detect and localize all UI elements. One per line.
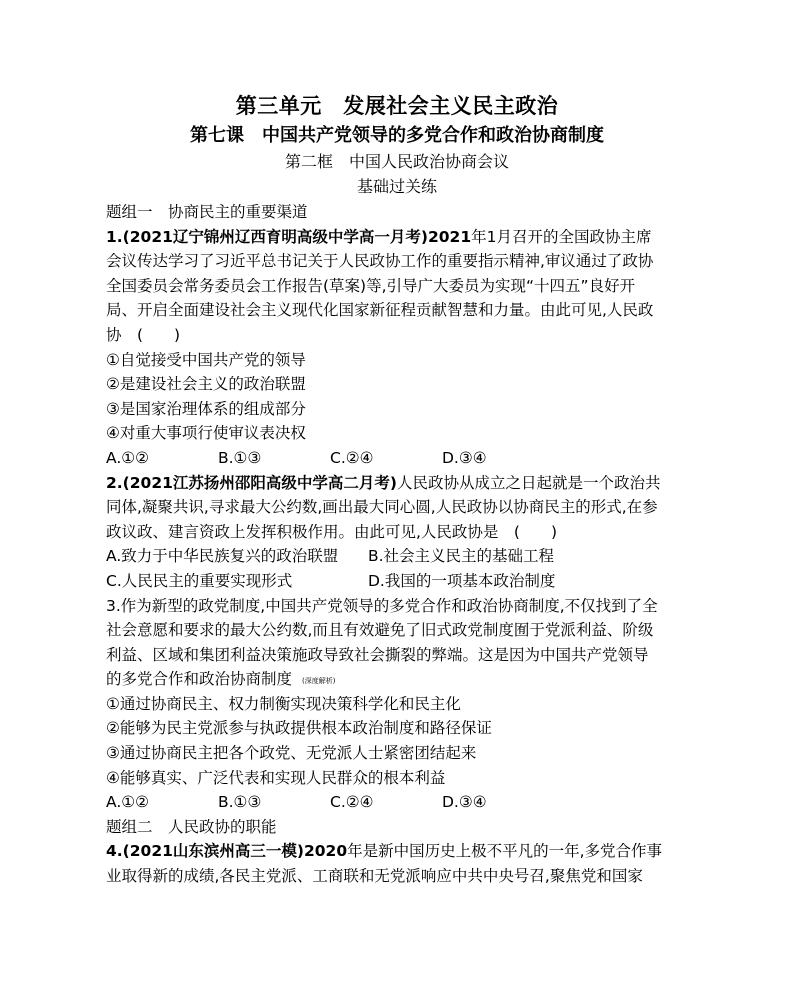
- q3-option-c[interactable]: C.②④: [330, 793, 374, 812]
- q4-year: 2020: [303, 842, 348, 861]
- q4-text-line: 年是新中国历史上极不平凡的一年,多党合作事: [347, 842, 663, 861]
- q1-item: ②是建设社会主义的政治联盟: [106, 375, 306, 394]
- q3-item: ③通过协商民主把各个政党、无党派人士紧密团结起来: [106, 744, 477, 763]
- q2-text-line: 同体,凝聚共识,寻求最大公约数,画出最大同心圆,人民政协以协商民主的形式,在参: [106, 498, 658, 517]
- q3-last-line: [106, 667, 690, 692]
- q3-item: ①通过协商民主、权力制衡实现决策科学化和民主化: [106, 694, 461, 713]
- lesson-title: 第七课 中国共产党领导的多党合作和政治协商制度: [190, 125, 604, 146]
- q3-item: ④能够真实、广泛代表和实现人民群众的根本利益: [106, 768, 446, 787]
- q2-option-d[interactable]: D.我国的一项基本政治制度: [368, 571, 556, 590]
- q2-source: 2.(2021江苏扬州邵阳高级中学高二月考): [106, 473, 397, 492]
- practice-title: 基础过关练: [356, 177, 437, 196]
- q4-text-line: 业取得新的成绩,各民主党派、工商联和无党派响应中共中央号召,聚焦党和国家: [106, 867, 643, 886]
- q2-option-a[interactable]: A.致力于中华民族复兴的政治联盟: [106, 547, 339, 566]
- q3-text-line: 的多党合作和政治协商制度: [106, 670, 293, 689]
- q2-text-line: 政议政、建言资政上发挥积极作用。由此可见,人民政协是 ( ): [106, 522, 558, 541]
- q2-options-row2: [106, 569, 690, 594]
- q4-source: 4.(2021山东滨州高三一模): [106, 842, 304, 861]
- q2-option-b[interactable]: B.社会主义民主的基础工程: [368, 547, 555, 566]
- q1-option-d[interactable]: D.③④: [442, 448, 487, 467]
- q3-option-a[interactable]: A.①②: [106, 793, 150, 812]
- q1-option-a[interactable]: A.①②: [106, 448, 150, 467]
- q3-analysis-tag: (深度解析): [302, 677, 336, 686]
- q3-options: [106, 790, 690, 815]
- question-body: [106, 200, 690, 889]
- unit-title: 第三单元 发展社会主义民主政治: [235, 94, 559, 118]
- q3-text-line: 社会意愿和要求的最大公约数,而且有效避免了旧式政党制度囿于党派利益、阶级: [106, 621, 654, 640]
- q2-first-line: [106, 471, 690, 496]
- q1-text-line: 会议传达学习了习近平总书记关于人民政协工作的重要指示精神,审议通过了政协: [106, 252, 654, 271]
- q1-text-line: 协 ( ): [106, 325, 181, 344]
- q3-option-b[interactable]: B.①③: [218, 793, 262, 812]
- q4-first-line: [106, 839, 690, 864]
- q2-options-row1: [106, 544, 690, 569]
- group2-title: 题组二 人民政协的职能: [106, 817, 277, 836]
- q1-options: [106, 446, 690, 471]
- q3-text-line: 3.作为新型的政党制度,中国共产党领导的多党合作和政治协商制度,不仅找到了全: [106, 596, 658, 615]
- q1-year: 2021: [427, 227, 472, 246]
- q1-text-line: 局、开启全面建设社会主义现代化国家新征程贡献智慧和力量。由此可见,人民政: [106, 301, 654, 320]
- q1-option-c[interactable]: C.②④: [330, 448, 374, 467]
- q3-text-line: 利益、区域和集团利益决策施政导致社会撕裂的弊端。这是因为中国共产党领导: [106, 645, 649, 664]
- q3-option-d[interactable]: D.③④: [442, 793, 487, 812]
- q1-item: ④对重大事项行使审议表决权: [106, 424, 306, 443]
- q3-item: ②能够为民主党派参与执政提供根本政治制度和路径保证: [106, 719, 492, 738]
- q2-option-c[interactable]: C.人民民主的重要实现形式: [106, 571, 293, 590]
- q1-item: ①自觉接受中国共产党的领导: [106, 350, 306, 369]
- q1-source: 1.(2021辽宁锦州辽西育明高级中学高一月考): [106, 227, 428, 246]
- q1-item: ③是国家治理体系的组成部分: [106, 399, 306, 418]
- q1-option-b[interactable]: B.①③: [218, 448, 262, 467]
- group1-title: 题组一 协商民主的重要渠道: [106, 203, 308, 221]
- q1-text-line: 年1月召开的全国政协主席: [471, 227, 652, 246]
- q1-text-line: 全国委员会常务委员会工作报告(草案)等,引导广大委员为实现“十四五”良好开: [106, 276, 636, 295]
- q2-text-line: 人民政协从成立之日起就是一个政治共: [396, 473, 661, 492]
- q1-first-line: [106, 225, 690, 250]
- section-title: 第二框 中国人民政治协商会议: [284, 152, 509, 171]
